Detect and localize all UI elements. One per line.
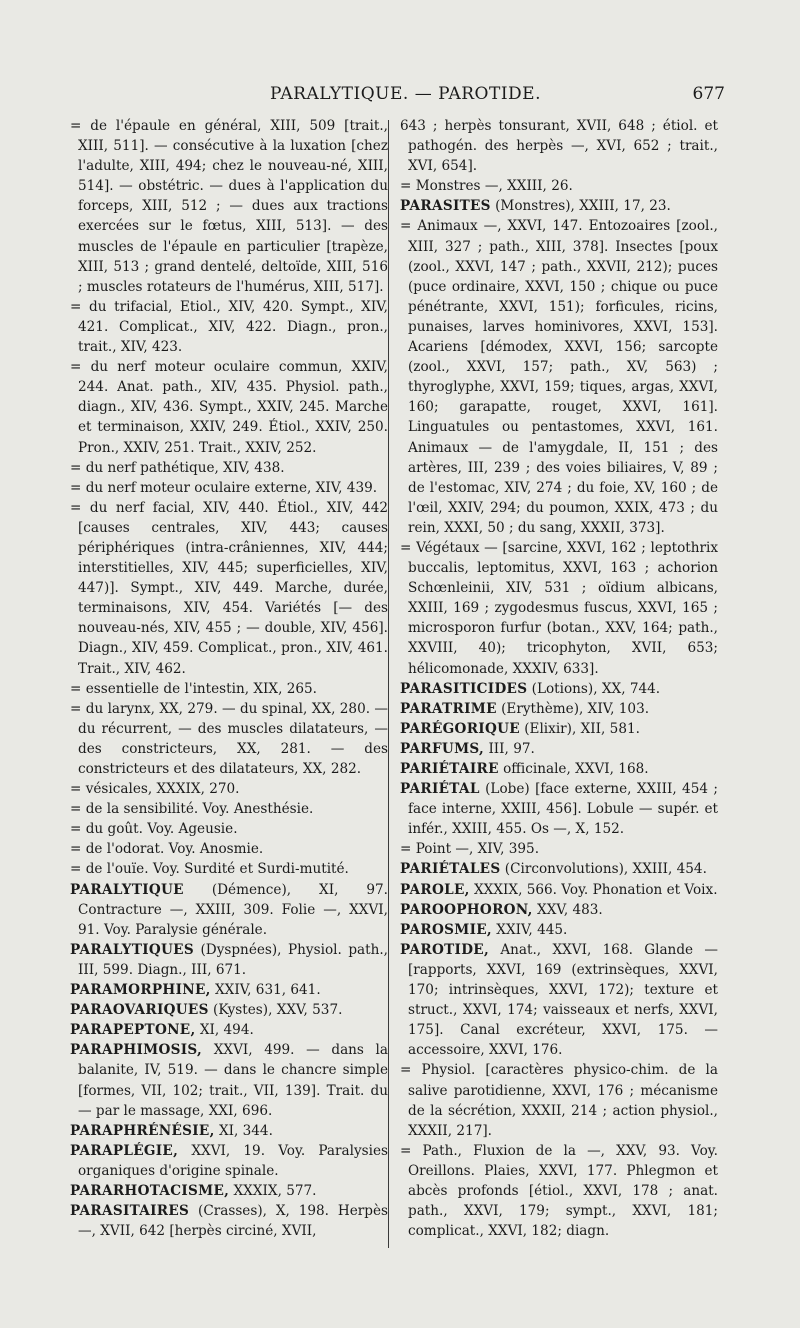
entry-text: (Démence), XI, 97. Contracture —, XXIII, 309. Folie —, XXVI, 91. Voy. Paralysie générale. (78, 881, 388, 938)
index-entry (70, 478, 388, 498)
entry-text: (Crasses), X, 198. Herpès —, XVII, 642 [herpès circiné, XVII, (78, 1203, 388, 1240)
entry-text: = Physiol. [caractères physico-chim. de la salive parotidienne, XXVI, 176 ; mécanisme de la sécrétion, XXXII, 214 ; action physiol., XXXII, 217]. (400, 1062, 718, 1139)
entry-text: XXIV, 445. (496, 921, 568, 938)
index-entry (70, 1121, 388, 1141)
index-entry (70, 1201, 388, 1241)
right-column (400, 116, 718, 1241)
index-entry (400, 739, 718, 759)
index-entry (70, 458, 388, 478)
index-entry (400, 538, 718, 679)
entry-headword: PAROTIDE, (400, 941, 489, 958)
index-entry (70, 699, 388, 779)
entry-text: officinale, XXVI, 168. (503, 761, 649, 777)
entry-headword: PARASITICIDES (400, 680, 528, 697)
entry-headword: PARFUMS, (400, 740, 485, 757)
entry-text: XXXIX, 566. Voy. Phonation et Voix. (474, 881, 718, 898)
entry-text: = du trifacial, Etiol., XIV, 420. Sympt., XIV, 421. Complicat., XIV, 422. Diagn., pron., trait., XIV, 423. (70, 298, 388, 356)
entry-text: = essentielle de l'intestin, XIX, 265. (70, 680, 318, 697)
entry-headword: PAROOPHORON, (400, 901, 533, 918)
index-entry (70, 357, 388, 457)
page-number: 677 (692, 84, 725, 104)
entry-text: (Lotions), XX, 744. (531, 680, 661, 697)
entry-text: XI, 494. (199, 1022, 254, 1039)
entry-text: = de l'épaule en général, XIII, 509 [trait., XIII, 511]. — consécutive à la luxation [chez l'adulte, XIII, 494; chez le nouveau-né, XIII, 514]. — obstétric. — dues à l'application du forceps, XIII, 512 ; — dues aux tractions exercées sur le fœtus, XIII, 513]. — des muscles de l'épaule en particulier [trapèze, XIII, 513 ; grand dentelé, deltoïde, XIII, 516 ; muscles rotateurs de l'humérus, XIII, 517]. (70, 118, 388, 295)
entry-text: (Kystes), XXV, 537. (213, 1002, 343, 1019)
index-entry (70, 1000, 388, 1020)
index-entry (70, 1181, 388, 1201)
index-entry (400, 216, 718, 538)
index-entry (70, 839, 388, 859)
index-entry (70, 116, 388, 297)
entry-text: XXV, 483. (537, 901, 603, 918)
entry-headword: PARIÉTAL (400, 781, 480, 798)
index-entry (70, 880, 388, 940)
index-entry (400, 759, 718, 779)
entry-text: XXXIX, 577. (233, 1182, 317, 1199)
index-entry (70, 679, 388, 699)
entry-text: (Circonvolutions), XXIII, 454. (504, 861, 707, 878)
entry-headword: PARATRIME (400, 700, 497, 717)
index-entry (70, 1141, 388, 1181)
entry-text: = Point —, XIV, 395. (400, 841, 540, 858)
entry-text: 643 ; herpès tonsurant, XVII, 648 ; étiol. et pathogén. des herpès —, XVI, 652 ; trait., XVI, 654]. (400, 118, 718, 175)
column-divider (388, 120, 389, 1248)
entry-headword: PARASITAIRES (70, 1203, 190, 1220)
entry-headword: PARIÉTAIRE (400, 761, 499, 777)
entry-text: (Erythème), XIV, 103. (501, 700, 650, 717)
entry-text: = du larynx, XX, 279. — du spinal, XX, 280. — du récurrent, — des muscles dilatateurs, — des constricteurs, XX, 281. — des constricteurs et des dilatateurs, XX, 282. (70, 700, 388, 777)
entry-text: (Dyspnées), Physiol. path., III, 599. Diagn., III, 671. (78, 941, 388, 978)
index-entry (70, 980, 388, 1000)
index-entry (400, 880, 718, 900)
entry-text: = du nerf pathétique, XIV, 438. (70, 459, 285, 476)
entry-headword: PARALYTIQUES (70, 941, 194, 958)
index-entry (70, 779, 388, 799)
entry-headword: PARAPLÉGIE, (70, 1142, 179, 1159)
entry-text: = Végétaux — [sarcine, XXVI, 162 ; leptothrix buccalis, leptomitus, XXVI, 163 ; achorion Schœnleinii, XIV, 531 ; oïdium albicans, XXIII, 169 ; zygodesmus fuscus, XXVI, 165 ; microsporon furfur (botan., XXV, 164; path., XXVIII, 40); tricophyton, XVII, 653; hélicomonade, XXXIV, 633]. (400, 539, 718, 677)
index-entry (400, 839, 718, 859)
entry-headword: PAROLE, (400, 881, 470, 898)
index-entry (400, 920, 718, 940)
entry-text: = du nerf moteur oculaire externe, XIV, 439. (70, 479, 378, 496)
entry-text: = de la sensibilité. Voy. Anesthésie. (70, 801, 314, 818)
entry-text: XXIV, 631, 641. (214, 982, 321, 999)
index-entry (400, 1141, 718, 1241)
index-entry (400, 679, 718, 699)
index-entry (400, 779, 718, 839)
entry-headword: PARIÉTALES (400, 861, 501, 878)
running-title: PARALYTIQUE. — PAROTIDE. (270, 84, 541, 104)
index-entry (400, 196, 718, 216)
entry-text: = Animaux —, XXVI, 147. Entozoaires [zool., XIII, 327 ; path., XIII, 378]. Insectes [poux (zool., XXVI, 147 ; path., XXVII, 212); puces (puce ordinaire, XXVI, 150 ; chique ou puce pénétrante, XXVI, 151); forficules, ricins, punaises, larves hominivores, XXVI, 153]. Acariens [démodex, XXVI, 156; sarcopte (zool., XXVI, 157; path., XV, 563) ; thyroglyphe, XXVI, 159; tiques, argas, XXVI, 160; garapatte, rouget, XXVI, 161]. Linguatules ou pentastomes, XXVI, 161. Animaux — de l'amygdale, II, 151 ; des artères, III, 239 ; des voies biliaires, V, 89 ; de l'estomac, XIV, 274 ; du foie, XV, 160 ; de l'œil, XXIV, 294; du poumon, XXIX, 473 ; du rein, XXXI, 50 ; du sang, XXXII, 373]. (400, 218, 718, 536)
entry-text: = du nerf facial, XIV, 440. Étiol., XIV, 442 [causes centrales, XIV, 443; causes périphériques (intra-crâniennes, XIV, 444; interstitielles, XIV, 445; superficielles, XIV, 447)]. Sympt., XIV, 449. Marche, durée, terminaisons, XIV, 454. Variétés [— des nouveau-nés, XIV, 455 ; — double, XIV, 456]. Diagn., XIV, 459. Complicat., pron., XIV, 461. Trait., XIV, 462. (70, 499, 388, 677)
entry-text: = du goût. Voy. Ageusie. (70, 821, 238, 838)
entry-text: = de l'odorat. Voy. Anosmie. (70, 841, 264, 858)
index-entry (400, 699, 718, 719)
index-entry (70, 819, 388, 839)
entry-headword: PAROSMIE, (400, 921, 492, 938)
entry-text: (Lobe) [face externe, XXIII, 454 ; face interne, XXIII, 456]. Lobule — supér. et infér., XXIII, 455. Os —, X, 152. (408, 781, 718, 838)
left-column (70, 116, 388, 1241)
entry-headword: PARAPEPTONE, (70, 1022, 196, 1039)
entry-headword: PARASITES (400, 198, 491, 215)
entry-headword: PARALYTIQUE (70, 881, 184, 898)
index-entry (400, 1060, 718, 1140)
entry-headword: PARAOVARIQUES (70, 1002, 209, 1019)
entry-text: (Monstres), XXIII, 17, 23. (495, 198, 671, 215)
entry-headword: PARÉGORIQUE (400, 720, 520, 737)
entry-headword: PARAPHRÉNÉSIE, (70, 1122, 215, 1139)
index-entry (70, 1020, 388, 1040)
entry-headword: PARAMORPHINE, (70, 982, 211, 999)
entry-text: = de l'ouïe. Voy. Surdité et Surdi-mutité. (70, 861, 349, 878)
entry-text: XI, 344. (218, 1122, 273, 1139)
index-entry (70, 799, 388, 819)
entry-text: Anat., XXVI, 168. Glande — [rapports, XXVI, 169 (extrinsèques, XXVI, 170; intrinsèques, XXVI, 172); texture et struct., XXVI, 174; vaisseaux et nerfs, XXVI, 175]. Canal excréteur, XXVI, 175. — accessoire, XXVI, 176. (408, 941, 718, 1059)
index-entry (400, 859, 718, 879)
index-entry (400, 900, 718, 920)
index-entry (70, 1040, 388, 1120)
entry-text: III, 97. (488, 740, 535, 757)
index-entry (400, 116, 718, 176)
entry-headword: PARAPHIMOSIS, (70, 1042, 203, 1059)
entry-text: = Monstres —, XXIII, 26. (400, 178, 573, 195)
index-entry (400, 940, 718, 1061)
index-entry (70, 940, 388, 980)
index-entry (400, 176, 718, 196)
page-header (70, 84, 725, 110)
index-entry (70, 297, 388, 357)
entry-text: XXVI, 19. Voy. Paralysies organiques d'origine spinale. (78, 1142, 388, 1179)
entry-text: = vésicales, XXXIX, 270. (70, 781, 240, 798)
index-entry (70, 498, 388, 679)
entry-headword: PARARHOTACISME, (70, 1182, 230, 1199)
entry-text: XXVI, 499. — dans la balanite, IV, 519. — dans le chancre simple [formes, VII, 102; trait., VII, 139]. Trait. du — par le massage, XXI, 696. (78, 1042, 388, 1119)
entry-text: = Path., Fluxion de la —, XXV, 93. Voy. Oreillons. Plaies, XXVI, 177. Phlegmon et abcès profonds [étiol., XXVI, 178 ; anat. path., XXVI, 179; sympt., XXVI, 181; complicat., XXVI, 182; diagn. (400, 1142, 718, 1240)
entry-text: (Elixir), XII, 581. (524, 720, 640, 737)
index-entry (400, 719, 718, 739)
entry-text: = du nerf moteur oculaire commun, XXIV, 244. Anat. path., XIV, 435. Physiol. path., diagn., XIV, 436. Sympt., XXIV, 245. Marche et terminaison, XXIV, 249. Étiol., XXIV, 250. Pron., XXIV, 251. Trait., XXIV, 252. (70, 359, 388, 456)
index-entry (70, 859, 388, 879)
